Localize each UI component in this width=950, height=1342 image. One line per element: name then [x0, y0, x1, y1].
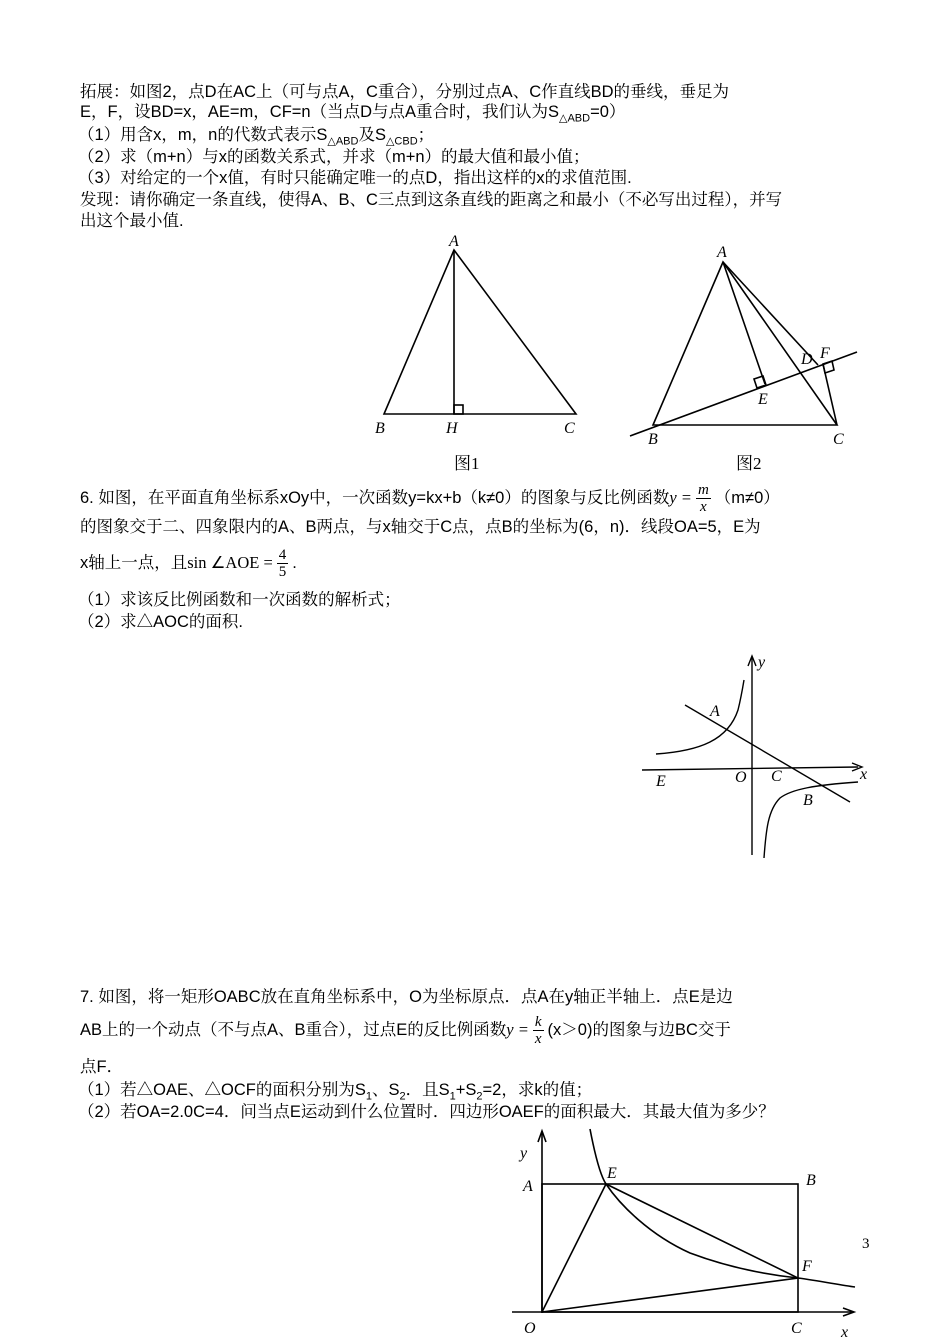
p6-line-3-b: . [292, 554, 297, 572]
fig2-caption: 图2 [736, 454, 762, 473]
p7-fraction-k-x [533, 1014, 544, 1047]
find-line-2: 出这个最小值. [80, 212, 184, 230]
p7-frac-num: k [534, 1014, 542, 1031]
p6-line-3 [80, 545, 297, 581]
fig1-label-b: B [375, 420, 385, 437]
p6-line-1-b: （m≠0） [714, 489, 780, 507]
p7-q1-s1: 1 [365, 1090, 372, 1103]
p6-frac-num: m [697, 482, 709, 499]
fig3-label-x: x [860, 766, 868, 783]
fig4-label-x: x [841, 1324, 849, 1341]
expand-q3: （3）对给定的一个x值，有时只能确定唯一的点D，指出这样的x的求值范围. [78, 169, 632, 187]
expand-line-2-sub: △ABD [559, 112, 591, 125]
fig1-label-c: C [564, 420, 575, 437]
p7-line-1: 7. 如图，将一矩形OABC放在直角坐标系中，O为坐标原点．点A在y轴正半轴上．点E是边 [80, 988, 733, 1006]
fig1-label-a: A [449, 233, 459, 250]
expand-line-2-text: E，F，设BD=x，AE=m，CF=n（当点D与点A重合时，我们认为S [80, 103, 560, 121]
figure-2 [620, 240, 870, 477]
p6-line-2: 的图象交于二、四象限内的A、B两点，与x轴交于C点，点B的坐标为(6，n)．线段OA=5，E为 [80, 518, 761, 536]
figure-1 [370, 232, 590, 477]
p6-line-3-sin: sin ∠AOE = [187, 553, 273, 572]
expand-q1-b: 及S [358, 126, 386, 144]
expand-q2: （2）求（m+n）与x的函数关系式，并求（m+n）的最大值和最小值； [78, 148, 590, 166]
p7-q1-a: （1）若△OAE、△OCF的面积分别为S [78, 1081, 366, 1099]
fig3-label-b: B [803, 792, 813, 809]
p7-line-3: 点F． [80, 1058, 124, 1076]
fig4-label-e: E [607, 1165, 617, 1182]
p7-q1-s3: 1 [449, 1090, 456, 1103]
page-number: 3 [862, 1236, 870, 1252]
fig3-label-c: C [771, 768, 782, 785]
p7-line-2-b: (x＞0)的图象与边BC交于 [547, 1021, 731, 1039]
figure-3 [640, 650, 880, 860]
p6-fraction-4-5 [277, 547, 289, 580]
p7-q1-e: =2，求k的值； [482, 1081, 593, 1099]
expand-line-2-end: =0） [590, 103, 626, 121]
expand-q1-sub1: △ABD [327, 135, 359, 148]
p6-line-1-a: 6. 如图，在平面直角坐标系xOy中，一次函数y=kx+b（k≠0）的图象与反比例函数 [80, 489, 670, 507]
fig4-label-a: A [523, 1178, 533, 1195]
fig4-label-y: y [520, 1145, 528, 1162]
fig1-label-h: H [446, 420, 458, 437]
expand-q1-c: ； [417, 126, 435, 144]
p6-frac-den: x [700, 499, 707, 516]
p6-line-1 [80, 480, 780, 516]
fig4-label-b: B [806, 1172, 816, 1189]
figure-4 [510, 1125, 862, 1340]
p6-frac2-den: 5 [278, 564, 287, 581]
p6-q2: （2）求△AOC的面积. [78, 613, 244, 631]
fig3-label-e: E [656, 773, 666, 790]
fig2-label-d: D [801, 351, 813, 368]
fig3-label-a: A [710, 703, 720, 720]
fig2-label-e: E [758, 391, 768, 408]
fig1-caption: 图1 [454, 454, 480, 473]
p7-q2: （2）若OA=2.0C=4．问当点E运动到什么位置时．四边形OAEF的面积最大．其最大值为多少？ [78, 1103, 775, 1121]
p7-q1-b: 、S [371, 1081, 400, 1099]
fig4-label-f: F [802, 1258, 812, 1275]
p7-q1-s4: 2 [476, 1090, 483, 1103]
fig4-label-o: O [524, 1320, 536, 1337]
expand-q1-a: （1）用含x，m，n的代数式表示S [78, 126, 328, 144]
fig2-label-f: F [820, 345, 830, 362]
p6-line-3-a: x轴上一点，且 [80, 554, 188, 572]
fig4-label-c: C [791, 1320, 802, 1337]
fig3-label-o: O [735, 769, 747, 786]
expand-line-1: 拓展：如图2，点D在AC上（可与点A，C重合），分别过点A、C作直线BD的垂线，垂足为 [80, 83, 730, 101]
fig2-label-c: C [833, 431, 844, 448]
p7-line-2-a: AB上的一个动点（不与点A、B重合），过点E的反比例函数 [80, 1021, 507, 1039]
p7-line-2 [80, 1012, 731, 1048]
p7-frac-den: x [534, 1031, 542, 1048]
p6-frac2-num: 4 [278, 547, 287, 564]
fig2-label-b: B [648, 431, 658, 448]
fig3-label-y: y [758, 654, 766, 671]
expand-q1-sub2: △CBD [385, 135, 418, 148]
p7-q1-c: ．且S [405, 1081, 450, 1099]
p6-line-1-y: y = [669, 488, 692, 507]
p7-q1-s2: 2 [399, 1090, 406, 1103]
p6-fraction-m-x [696, 482, 711, 515]
p7-line-2-y: y = [506, 1020, 529, 1039]
p6-q1: （1）求该反比例函数和一次函数的解析式； [78, 591, 401, 609]
p7-q1-d: +S [455, 1081, 477, 1099]
fig2-label-a: A [717, 244, 727, 261]
find-line-1: 发现：请你确定一条直线，使得A、B、C三点到这条直线的距离之和最小（不必写出过程），并写 [80, 191, 783, 209]
